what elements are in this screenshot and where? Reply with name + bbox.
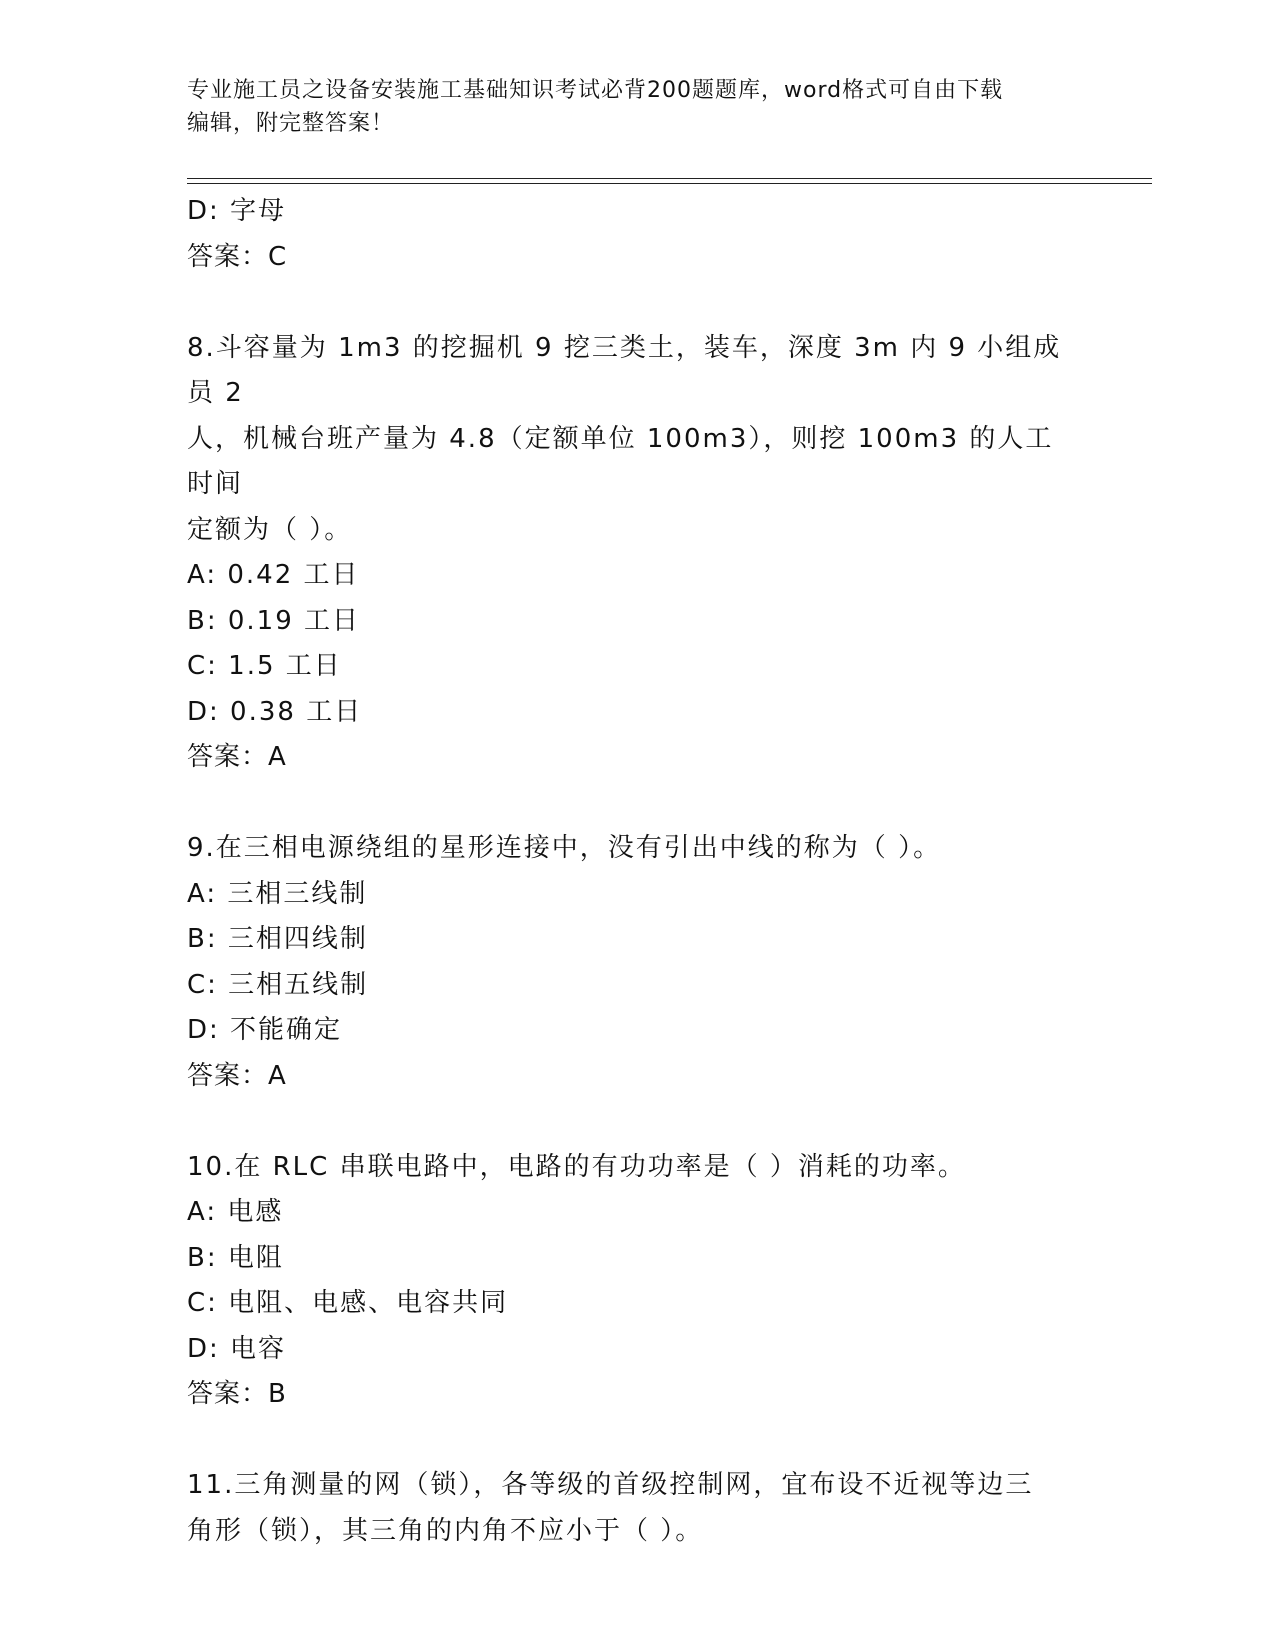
question-10-option-b: B: 电阻: [187, 1242, 284, 1273]
question-9-option-c: C: 三相五线制: [187, 969, 369, 1000]
question-list: [187, 189, 1087, 1554]
question-9-text-line-1: 9.在三相电源绕组的星形连接中，没有引出中线的称为（ ）。: [187, 833, 942, 863]
question-8-option-c: C: 1.5 工日: [187, 651, 342, 681]
question-8: [187, 326, 1087, 781]
question-8-text-line-3: 定额为（ ）。: [187, 514, 353, 545]
header-title-line-1: 专业施工员之设备安装施工基础知识考试必背200题题库，word格式可自由下载: [187, 78, 1004, 103]
question-8-option-a: A: 0.42 工日: [187, 560, 360, 590]
question-11-text-line-2: 角形（锁），其三角的内角不应小于（ ）。: [187, 1515, 704, 1546]
spacer: [187, 280, 1087, 326]
spacer: [187, 1418, 1087, 1464]
document-header: [187, 74, 1067, 140]
header-divider-bottom: [187, 183, 1152, 184]
question-10-option-c: C: 电阻、电感、电容共同: [187, 1288, 509, 1318]
spacer: [187, 1099, 1087, 1145]
question-10: [187, 1145, 1087, 1418]
prev-question-answer: 答案：C: [187, 241, 288, 272]
question-8-text-line-2: 人，机械台班产量为 4.8（定额单位 100m3），则挖 100m3 的人工时间: [187, 423, 1054, 499]
question-10-answer: 答案：B: [187, 1379, 287, 1409]
question-8-option-d: D: 0.38 工日: [187, 696, 363, 727]
question-9: [187, 826, 1087, 1099]
question-9-option-b: B: 三相四线制: [187, 924, 368, 954]
question-9-option-a: A: 三相三线制: [187, 878, 368, 909]
question-10-text-line-1: 10.在 RLC 串联电路中，电路的有功功率是（ ）消耗的功率。: [187, 1151, 966, 1182]
spacer: [187, 781, 1087, 827]
header-title-line-2: 编辑，附完整答案！: [187, 111, 395, 136]
question-10-option-d: D: 电容: [187, 1333, 287, 1364]
prev-question-option-d: D: 字母: [187, 196, 287, 226]
question-9-option-d: D: 不能确定: [187, 1015, 343, 1045]
question-8-option-b: B: 0.19 工日: [187, 605, 361, 636]
header-divider-top: [187, 178, 1152, 179]
question-9-answer: 答案：A: [187, 1060, 287, 1091]
question-11: [187, 1463, 1087, 1554]
question-8-answer: 答案：A: [187, 742, 287, 772]
question-11-text-line-1: 11.三角测量的网（锁），各等级的首级控制网，宜布设不近视等边三: [187, 1470, 1034, 1500]
question-10-option-a: A: 电感: [187, 1197, 284, 1227]
question-8-text-line-1: 8.斗容量为 1m3 的挖掘机 9 挖三类土，装车，深度 3m 内 9 小组成员 2: [187, 332, 1062, 408]
